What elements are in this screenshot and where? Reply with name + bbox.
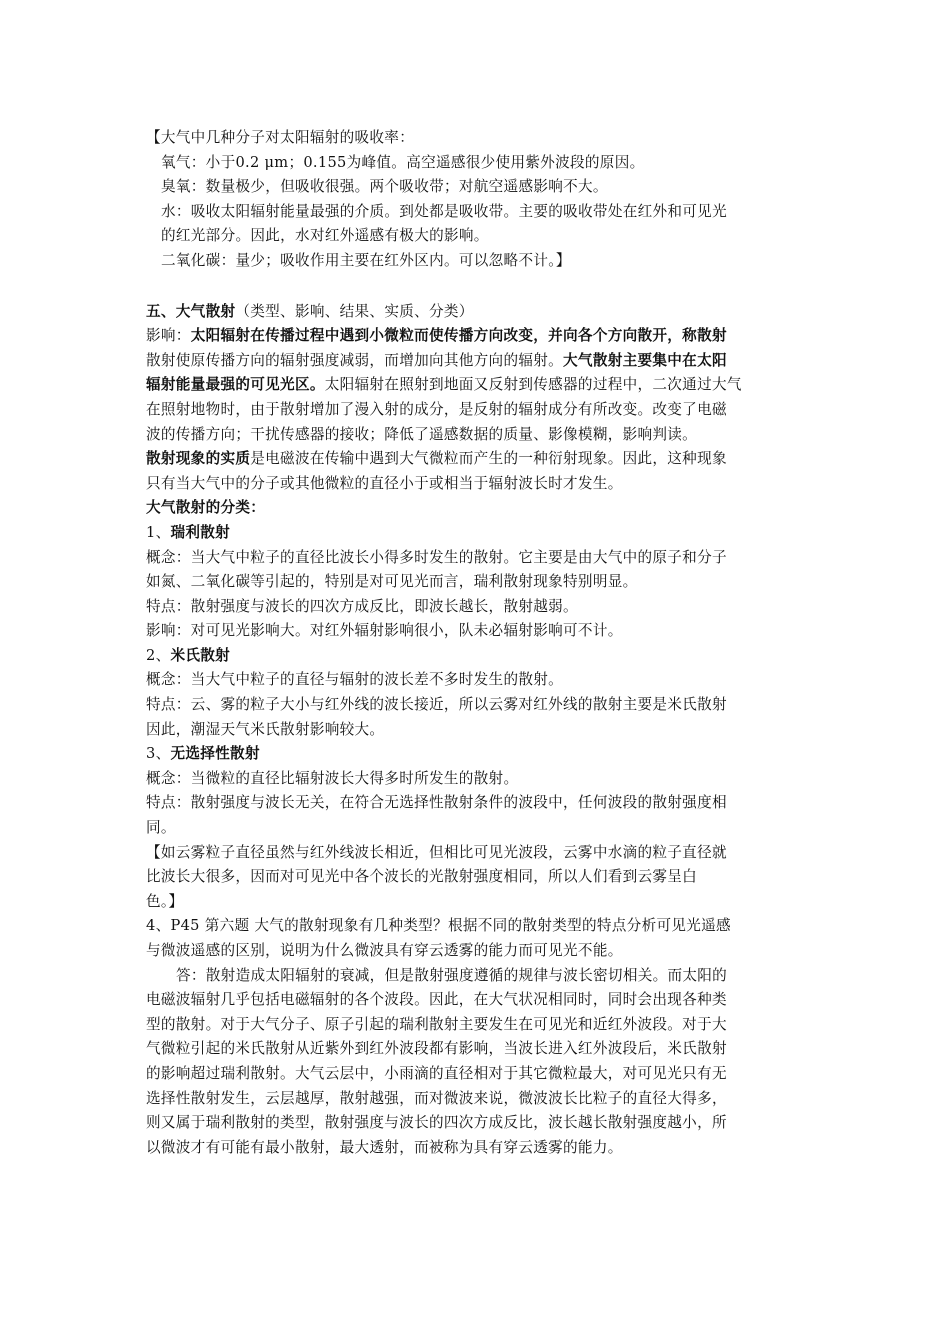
nonselective-title: 无选择性散射	[170, 745, 260, 763]
essence-bold: 散射现象的实质	[146, 450, 251, 468]
scattering-line3	[146, 373, 810, 398]
absorption-oxygen: 氧气：小于0.2 μm；0.155为峰值。高空遥感很少使用紫外波段的原因。	[161, 153, 645, 171]
answer-line4: 气微粒引起的米氏散射从近紫外到红外波段都有影响，当波长进入红外波段后，米氏散射	[146, 1040, 727, 1058]
answer-line5: 的影响超过瑞利散射。大气云层中，小雨滴的直径相对于其它微粒最大，对可见光只有无	[146, 1064, 727, 1082]
note-line1: 【如云雾粒子直径虽然与红外线波长相近，但相比可见光波段，云雾中水滴的粒子直径就	[146, 843, 727, 861]
answer-line7: 则又属于瑞利散射的类型，散射强度与波长的四次方成反比，波长越长散射强度越小，所	[146, 1114, 727, 1132]
mie-title: 米氏散射	[170, 646, 231, 664]
scattering-line2-text: 散射使原传播方向的辐射强度减弱，而增加向其他方向的辐射。	[146, 351, 564, 369]
note-line3: 色。】	[146, 892, 184, 910]
rayleigh-number: 1、	[146, 523, 171, 541]
scattering-line4: 在照射地物时，由于散射增加了漫入射的成分，是反射的辐射成分有所改变。改变了电磁	[146, 400, 727, 418]
note-line2: 比波长大很多，因而对可见光中各个波长的光散射强度相同，所以人们看到云雾呈白	[146, 868, 698, 886]
scattering-line2-bold: 大气散射主要集中在太阳	[563, 351, 727, 369]
mie-feature-line1: 特点：云、雾的粒子大小与红外线的波长接近，所以云雾对红外线的散射主要是米氏散射	[146, 696, 727, 714]
section-heading	[146, 300, 810, 325]
answer-line3: 型的散射。对于大气分子、原子引起的瑞利散射主要发生在可见光和近红外波段。对于大	[146, 1015, 727, 1033]
essence-line1	[146, 447, 810, 472]
answer-line1: 答：散射造成太阳辐射的衰减，但是散射强度遵循的规律与波长密切相关。而太阳的	[176, 966, 728, 984]
scattering-line3-bold: 辐射能量最强的可见光区。	[146, 376, 325, 394]
rayleigh-heading	[146, 521, 810, 546]
nonselective-concept: 概念：当微粒的直径比辐射波长大得多时所发生的散射。	[146, 769, 519, 787]
nonselective-heading	[146, 742, 810, 767]
scattering-line3-text: 太阳辐射在照射到地面又反射到传感器的过程中，二次通过大气	[324, 376, 742, 394]
nonselective-number: 3、	[146, 745, 171, 763]
essence-text: 是电磁波在传输中遇到大气微粒而产生的一种衍射现象。因此，这种现象	[250, 450, 727, 468]
mie-heading	[146, 644, 810, 669]
section-gap	[146, 274, 810, 300]
absorption-ozone: 臭氧：数量极少，但吸收很强。两个吸收带；对航空遥感影响不大。	[161, 178, 608, 196]
rayleigh-title: 瑞利散射	[170, 523, 231, 541]
impact-definition: 太阳辐射在传播过程中遇到小微粒而使传播方向改变，并向各个方向散开，称散射	[190, 327, 727, 345]
answer-line8: 以微波才有可能有最小散射，最大透射，而被称为具有穿云透雾的能力。	[146, 1138, 623, 1156]
answer-line6: 选择性散射发生，云层越厚，散射越强，而对微波来说，微波波长比粒子的直径大得多，	[146, 1089, 727, 1107]
absorption-title: 【大气中几种分子对太阳辐射的吸收率：	[146, 129, 415, 146]
scattering-line5: 波的传播方向；干扰传感器的接收；降低了遥感数据的质量、影像模糊，影响判读。	[146, 425, 698, 443]
absorption-co2: 二氧化碳：量少；吸收作用主要在红外区内。可以忽略不计。】	[161, 251, 571, 269]
nonselective-feature-line1: 特点：散射强度与波长无关，在符合无选择性散射条件的波段中，任何波段的散射强度相	[146, 794, 727, 812]
section-heading-bold: 五、大气散射	[146, 302, 236, 320]
rayleigh-concept-line2: 如氮、二氧化碳等引起的，特别是对可见光而言，瑞利散射现象特别明显。	[146, 573, 638, 591]
scattering-impact	[146, 324, 810, 349]
rayleigh-concept-line1: 概念：当大气中粒子的直径比波长小得多时发生的散射。它主要是由大气中的原子和分子	[146, 548, 727, 566]
absorption-water-line2: 的红光部分。因此，水对红外遥感有极大的影响。	[161, 227, 489, 245]
absorption-water-line1: 水：吸收太阳辐射能量最强的介质。到处都是吸收带。主要的吸收带处在红外和可见光	[161, 202, 727, 220]
mie-feature-line2: 因此，潮湿天气米氏散射影响较大。	[146, 720, 385, 738]
answer-line2: 电磁波辐射几乎包括电磁辐射的各个波段。因此，在大气状况相同时，同时会出现各种类	[146, 991, 727, 1009]
scattering-line2	[146, 349, 810, 374]
impact-prefix: 影响：	[146, 327, 191, 345]
question-line2: 与微波遥感的区别，说明为什么微波具有穿云透雾的能力而可见光不能。	[146, 942, 623, 959]
document-page	[146, 126, 810, 1160]
rayleigh-impact: 影响：对可见光影响大。对红外辐射影响很小，队未必辐射影响可不计。	[146, 622, 623, 640]
nonselective-feature-line2: 同。	[146, 819, 176, 837]
mie-concept: 概念：当大气中粒子的直径与辐射的波长差不多时发生的散射。	[146, 671, 564, 689]
classification-heading	[146, 496, 810, 521]
mie-number: 2、	[146, 646, 171, 664]
section-heading-rest: （类型、影响、结果、实质、分类）	[235, 302, 474, 320]
classification-heading-text: 大气散射的分类：	[146, 499, 266, 517]
essence-line2: 只有当大气中的分子或其他微粒的直径小于或相当于辐射波长时才发生。	[146, 474, 623, 492]
question-line1: 4、P45 第六题 大气的散射现象有几种类型？根据不同的散射类型的特点分析可见光遥感	[146, 917, 731, 935]
rayleigh-feature: 特点：散射强度与波长的四次方成反比，即波长越长，散射越弱。	[146, 597, 578, 615]
